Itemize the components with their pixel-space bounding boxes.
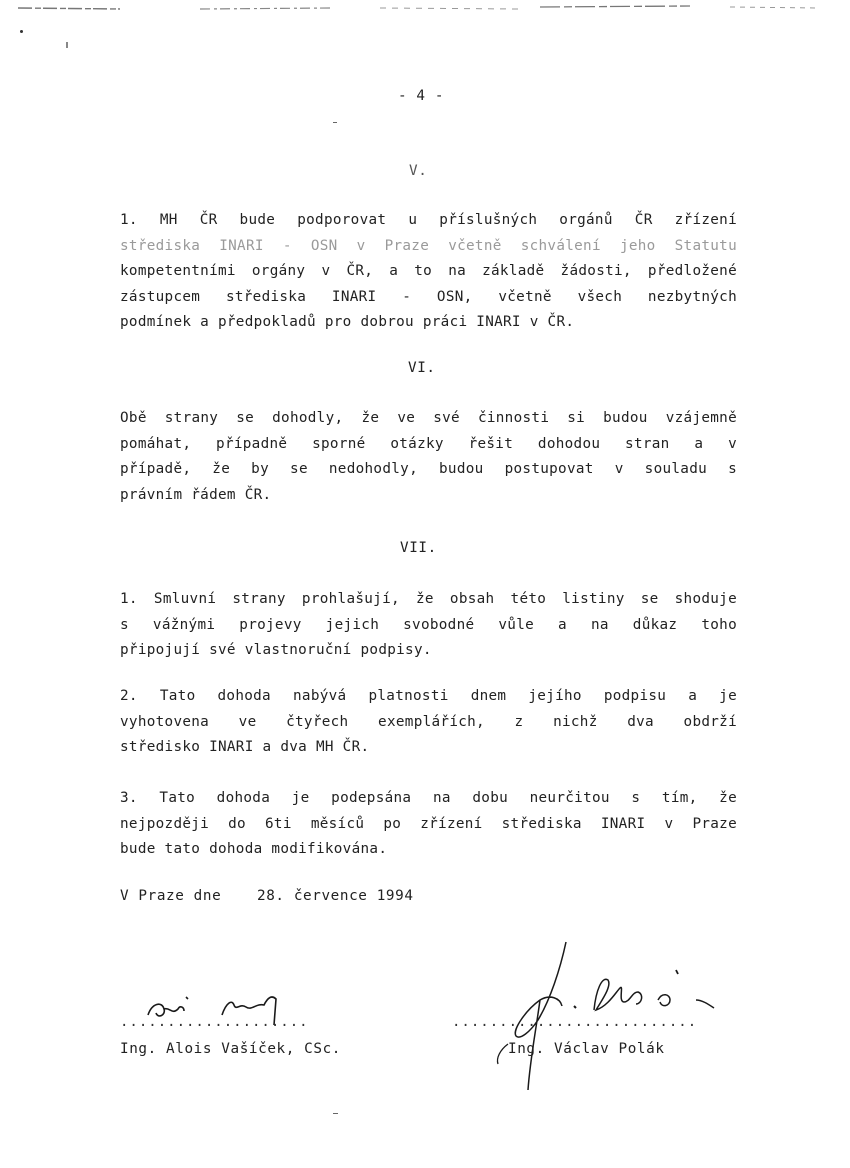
signatory-name-right: Ing. Václav Polák [508, 1041, 665, 1057]
signature-line-left: .................... [120, 1014, 309, 1030]
scan-edge-artifact [0, 0, 850, 20]
text-line: s vážnými projevy jejich svobodné vůle a na důkaz toho [120, 616, 737, 633]
section-vii-paragraph-3 [120, 786, 737, 863]
section-vi-heading: VI. [408, 360, 436, 376]
text-line: 1. Smluvní strany prohlašují, že obsah této listiny se shoduje [120, 591, 737, 607]
text-line: pomáhat, případně sporné otázky řešit dohodou stran a v [120, 435, 737, 452]
scan-speck [66, 42, 68, 48]
signature-line-right: .......................... [452, 1014, 698, 1030]
section-v-paragraph [120, 208, 737, 336]
scan-speck [333, 122, 337, 123]
text-line: 2. Tato dohoda nabývá platnosti dnem jejího podpisu a je [120, 688, 737, 704]
text-line: nejpozději do 6ti měsíců po zřízení střediska INARI v Praze [120, 815, 737, 832]
text-line: středisko INARI a dva MH ČR. [120, 739, 370, 755]
page-number: - 4 - [398, 88, 445, 104]
text-line: případě, že by se nedohodly, budou postupovat v souladu s [120, 461, 737, 477]
text-line: 3. Tato dohoda je podepsána na dobu neurčitou s tím, že [120, 790, 737, 806]
text-line: zástupcem střediska INARI - OSN, včetně všech nezbytných [120, 288, 737, 305]
section-vii-paragraph-2 [120, 684, 737, 761]
text-line: podmínek a předpokladů pro dobrou práci INARI v ČR. [120, 314, 575, 330]
text-line: vyhotovena ve čtyřech exemplářích, z nichž dva obdrží [120, 713, 737, 730]
scan-speck [333, 1113, 338, 1114]
place-date-value: 28. července 1994 [257, 888, 414, 904]
text-line: právním řádem ČR. [120, 486, 272, 503]
text-line: 1. MH ČR bude podporovat u příslušných orgánů ČR zřízení [120, 212, 737, 228]
section-v-heading: V. [409, 163, 428, 179]
section-vii-paragraph-1 [120, 587, 737, 664]
scan-dot-artifact [20, 30, 23, 33]
text-line: kompetentními orgány v ČR, a to na základě žádosti, předložené [120, 263, 737, 279]
section-vi-paragraph [120, 406, 737, 508]
text-line: Obě strany se dohodly, že ve své činnosti si budou vzájemně [120, 410, 737, 426]
text-line: bude tato dohoda modifikována. [120, 841, 388, 857]
signatory-name-left: Ing. Alois Vašíček, CSc. [120, 1041, 341, 1057]
text-line-faint: střediska INARI - OSN v Praze včetně schválení jeho Statutu [120, 237, 737, 254]
text-line: připojují své vlastnoruční podpisy. [120, 642, 432, 658]
place-date-label: V Praze dne [120, 888, 222, 904]
section-vii-heading: VII. [400, 540, 437, 556]
